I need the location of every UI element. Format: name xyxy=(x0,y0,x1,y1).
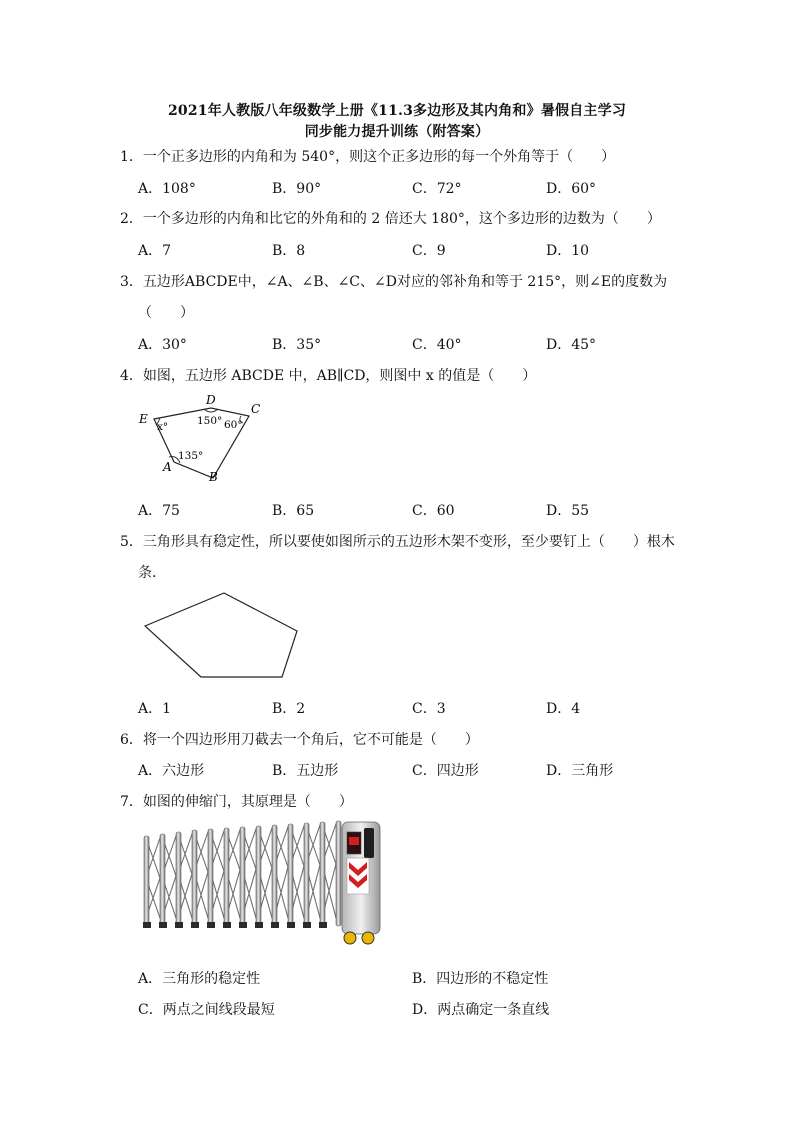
wheel-left xyxy=(344,932,356,944)
q3-option-c: C．40° xyxy=(412,337,462,353)
title-line-1: 2021年人教版八年级数学上册《11.3多边形及其内角和》暑假自主学习 xyxy=(167,103,627,119)
label-angle-135: 135° xyxy=(178,450,204,462)
label-d: D xyxy=(206,393,216,407)
q5-option-b: B．2 xyxy=(272,701,306,717)
label-angle-60: 60° xyxy=(224,419,243,431)
q5-option-a: A．1 xyxy=(138,701,172,717)
q5-option-c: C．3 xyxy=(412,701,446,717)
question-7-stem: 7．如图的伸缩门，其原理是（ ） xyxy=(120,794,353,810)
q1-option-a: A．108° xyxy=(138,181,196,197)
question-5-stem-cont: 条． xyxy=(138,565,166,581)
wheel-right xyxy=(362,932,374,944)
question-4-stem: 4．如图，五边形 ABCDE 中，AB∥CD，则图中 x 的值是（ ） xyxy=(120,368,537,384)
q1-option-b: B．90° xyxy=(272,181,322,197)
label-a: A xyxy=(163,460,172,474)
q4-option-d: D．55 xyxy=(546,503,590,519)
q3-option-b: B．35° xyxy=(272,337,322,353)
q7-option-c: C．两点之间线段最短 xyxy=(138,1002,275,1018)
retractable-gate-image xyxy=(138,818,386,950)
question-3-stem-cont: （ ） xyxy=(138,305,194,321)
pentagon-frame-figure-q5 xyxy=(140,590,305,682)
q3-option-a: A．30° xyxy=(138,337,187,353)
q6-option-b: B．五边形 xyxy=(272,763,339,779)
question-1-stem: 1．一个正多边形的内角和为 540°，则这个正多边形的每一个外角等于（ ） xyxy=(120,149,616,165)
label-e: E xyxy=(139,412,148,426)
gate-lattice xyxy=(143,821,341,928)
q2-option-b: B．8 xyxy=(272,243,306,259)
q7-option-d: D．两点确定一条直线 xyxy=(412,1002,550,1018)
label-angle-x: x° xyxy=(157,421,169,433)
q2-option-d: D．10 xyxy=(546,243,590,259)
q6-option-c: C．四边形 xyxy=(412,763,479,779)
pentagon-figure-q4 xyxy=(132,388,272,488)
q4-option-a: A．75 xyxy=(138,503,180,519)
label-b: B xyxy=(209,470,218,484)
label-c: C xyxy=(251,402,261,416)
pentagon-frame-shape xyxy=(145,593,297,677)
q7-option-b: B．四边形的不稳定性 xyxy=(412,971,549,987)
q4-option-c: C．60 xyxy=(412,503,455,519)
gate-motor-cabinet xyxy=(342,822,380,944)
q7-option-a: A．三角形的稳定性 xyxy=(138,971,261,987)
q6-option-a: A．六边形 xyxy=(138,763,205,779)
question-2-stem: 2．一个多边形的内角和比它的外角和的 2 倍还大 180°，这个多边形的边数为（ ） xyxy=(120,211,661,227)
q3-option-d: D．45° xyxy=(546,337,597,353)
q2-option-c: C．9 xyxy=(412,243,446,259)
question-5-stem: 5．三角形具有稳定性，所以要使如图所示的五边形木架不变形，至少要钉上（ ）根木 xyxy=(120,534,675,550)
q1-option-d: D．60° xyxy=(546,181,597,197)
question-3-stem: 3．五边形ABCDE中，∠A、∠B、∠C、∠D对应的邻补角和等于 215°，则∠E的度数为 xyxy=(120,274,668,290)
q1-option-c: C．72° xyxy=(412,181,462,197)
q6-option-d: D．三角形 xyxy=(546,763,614,779)
title-line-2: 同步能力提升训练（附答案） xyxy=(304,124,490,140)
q4-option-b: B．65 xyxy=(272,503,315,519)
q5-option-d: D．4 xyxy=(546,701,581,717)
q2-option-a: A．7 xyxy=(138,243,172,259)
label-angle-150: 150° xyxy=(197,415,223,427)
question-6-stem: 6．将一个四边形用刀截去一个角后，它不可能是（ ） xyxy=(120,732,479,748)
